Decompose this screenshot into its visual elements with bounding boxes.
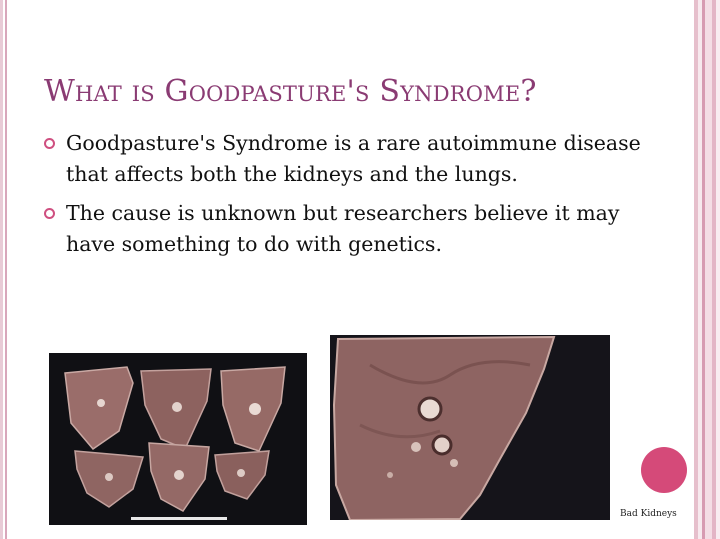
lesion-spot	[433, 436, 451, 454]
kidney-sections-photo	[49, 353, 307, 525]
scale-bar	[131, 517, 227, 520]
bullet-item	[44, 198, 644, 260]
slide-left-border	[0, 0, 10, 539]
lesion-spot	[419, 398, 441, 420]
bullet-list	[44, 128, 644, 268]
bullet-marker-icon	[44, 138, 55, 149]
accent-circle	[641, 447, 687, 493]
image-caption: Bad Kidneys	[620, 509, 677, 519]
bullet-text: Goodpasture's Syndrome is a rare autoimmune disease that affects both the kidneys and the lungs.	[66, 131, 641, 186]
bullet-text: The cause is unknown but researchers believe it may have something to do with genetics.	[66, 201, 620, 256]
slide-right-border	[690, 0, 720, 539]
kidney-closeup-image	[330, 335, 610, 520]
bullet-item	[44, 128, 644, 190]
kidney-sections-image	[49, 353, 307, 525]
kidney-closeup-photo	[330, 335, 610, 520]
slide-title: What is Goodpasture's Syndrome?	[44, 74, 537, 109]
bullet-marker-icon	[44, 208, 55, 219]
